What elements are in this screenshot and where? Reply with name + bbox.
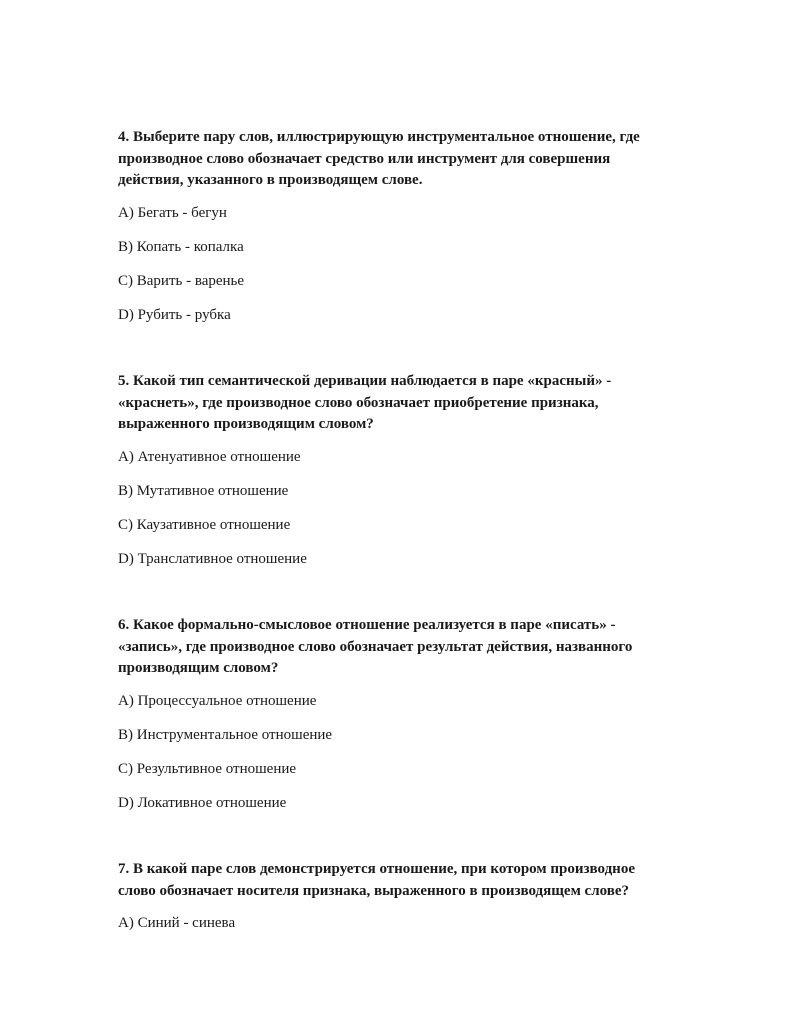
answer-option-a: A) Процессуальное отношение xyxy=(118,692,317,709)
question-6 xyxy=(118,615,698,827)
answer-option-b: B) Мутативное отношение xyxy=(118,482,289,499)
question-line: производное слово обозначает средство или инструмент для совершения xyxy=(118,150,611,167)
question-text xyxy=(118,615,698,680)
answer-option-c: C) Результивное отношение xyxy=(118,760,297,777)
question-line: 6. Какое формально-смысловое отношение реализуется в паре «писать» - xyxy=(118,617,616,633)
question-line: «краснеть», где производное слово обозначает приобретение признака, xyxy=(118,394,599,411)
question-text xyxy=(118,859,698,902)
answer-option-a: A) Бегать - бегун xyxy=(118,204,227,221)
question-line: «запись», где производное слово обозначает результат действия, названного xyxy=(118,638,633,655)
answer-option-a: A) Синий - синева xyxy=(118,915,236,931)
question-line: 7. В какой паре слов демонстрируется отношение, при котором производное xyxy=(118,861,635,877)
answer-option-d: D) Локативное отношение xyxy=(118,794,287,811)
question-5 xyxy=(118,371,698,583)
answer-option-c: C) Каузативное отношение xyxy=(118,516,291,533)
question-7 xyxy=(118,859,698,947)
answer-option-d: D) Транслативное отношение xyxy=(118,550,307,567)
answer-option-b: B) Инструментальное отношение xyxy=(118,726,333,743)
answer-option-c: C) Варить - варенье xyxy=(118,272,245,289)
question-line: производящим словом? xyxy=(118,660,279,676)
answer-option-d: D) Рубить - рубка xyxy=(118,306,231,323)
question-line: выраженного производящим словом? xyxy=(118,416,374,432)
question-line: действия, указанного в производящем слове. xyxy=(118,172,423,188)
answer-option-b: B) Копать - копалка xyxy=(118,238,244,255)
question-line: 4. Выберите пару слов, иллюстрирующую инструментальное отношение, где xyxy=(118,129,640,145)
answer-option-a: A) Атенуативное отношение xyxy=(118,448,301,465)
question-text xyxy=(118,371,698,436)
question-line: 5. Какой тип семантической деривации наблюдается в паре «красный» - xyxy=(118,373,612,389)
question-4 xyxy=(118,127,698,339)
question-text xyxy=(118,127,698,192)
question-line: слово обозначает носителя признака, выраженного в производящем слове? xyxy=(118,882,630,899)
